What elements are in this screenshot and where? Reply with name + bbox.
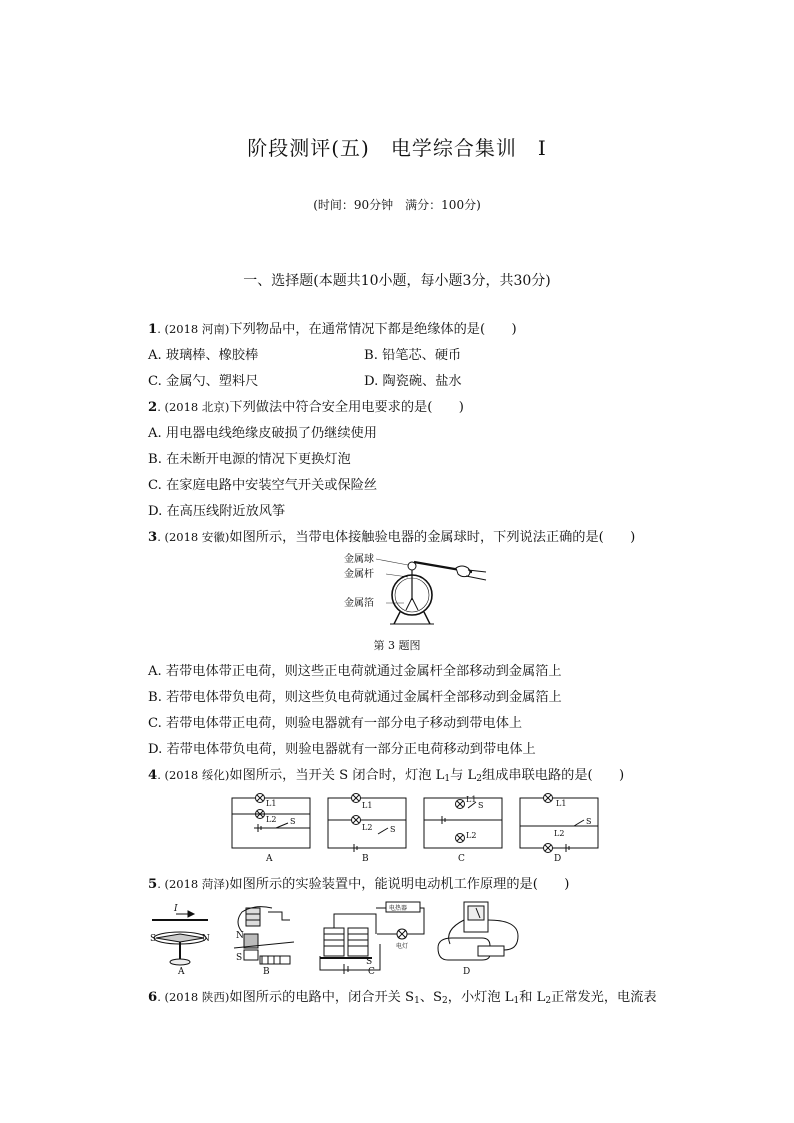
q2-option-d: D. 在高压线附近放风筝 <box>148 504 286 519</box>
option-label: D <box>463 967 471 977</box>
question-stem: 正常发光，电流表 <box>551 990 657 1005</box>
question-stem: 和 L <box>519 990 546 1005</box>
question-source: . (2018 河南) <box>157 322 230 336</box>
question-number: 5 <box>148 877 158 892</box>
lamp-label: L2 <box>554 829 565 838</box>
label-metal-rod: 金属杆 <box>344 569 374 580</box>
question-stem: 如图所示的电路中，闭合开关 S <box>229 990 415 1005</box>
section-heading: 一、选择题(本题共10小题，每小题3分，共30分) <box>243 273 551 289</box>
question-number: 4 <box>148 768 158 783</box>
question-number: 6 <box>148 990 158 1005</box>
question-stem: 与 L <box>450 768 477 783</box>
switch-label: S <box>586 817 592 826</box>
circuit-figures <box>228 792 608 864</box>
subscript: 2 <box>476 774 483 784</box>
q3-option-d: D. 若带电体带负电荷，则验电器就有一部分正电荷移动到带电体上 <box>148 742 536 757</box>
question-6 <box>148 986 657 1006</box>
subscript: 1 <box>414 996 420 1006</box>
lamp-label: L2 <box>266 815 277 824</box>
question-stem: 如图所示，当带电体接触验电器的金属球时，下列说法正确的是( ) <box>229 530 636 545</box>
option-label: D <box>554 854 562 864</box>
q2-option-a: A. 用电器电线绝缘皮破损了仍继续使用 <box>148 426 377 441</box>
question-source: . (2018 北京) <box>157 400 230 414</box>
question-number: 1 <box>148 322 158 337</box>
lamp-label: L2 <box>466 831 477 840</box>
subscript: 2 <box>442 996 448 1006</box>
current-label: I <box>174 904 178 914</box>
label-metal-ball: 金属球 <box>344 554 374 565</box>
question-stem: 、S <box>419 990 443 1005</box>
question-1 <box>148 318 517 337</box>
question-number: 2 <box>148 400 158 415</box>
pole-label: N <box>202 934 210 944</box>
lamp-label: L1 <box>266 799 277 808</box>
question-number: 3 <box>148 530 158 545</box>
q1-option-b: B. 铅笔芯、硬币 <box>364 348 462 363</box>
question-stem: 如图所示的实验装置中，能说明电动机工作原理的是( ) <box>229 877 570 892</box>
q1-option-a: A. 玻璃棒、橡胶棒 <box>148 348 259 363</box>
device-label: 电热器 <box>389 905 408 912</box>
pole-label: N <box>236 931 244 941</box>
question-source: . (2018 绥化) <box>157 768 230 782</box>
lamp-label: L1 <box>466 795 477 804</box>
q1-option-d: D. 陶瓷碗、盐水 <box>364 374 462 389</box>
option-label: A <box>178 967 185 977</box>
pole-label: S <box>236 953 243 963</box>
subscript: 1 <box>444 774 451 784</box>
question-source: . (2018 陕西) <box>157 990 230 1004</box>
question-stem: 如图所示，当开关 S 闭合时，灯泡 L <box>229 768 445 783</box>
lamp-label: L1 <box>556 799 567 808</box>
q3-option-b: B. 若带电体带负电荷，则这些负电荷就通过金属杆全部移动到金属箔上 <box>148 690 562 705</box>
question-2 <box>148 396 464 415</box>
q2-option-b: B. 在未断开电源的情况下更换灯泡 <box>148 452 351 467</box>
option-label: A <box>266 854 273 864</box>
q2-option-c: C. 在家庭电路中安装空气开关或保险丝 <box>148 478 378 493</box>
figure-caption: 第 3 题图 <box>373 639 421 652</box>
electroscope-figure <box>340 550 490 630</box>
question-source: . (2018 安徽) <box>157 530 230 544</box>
device-label: 电灯 <box>396 943 409 950</box>
subscript: 2 <box>545 996 552 1006</box>
label-metal-foil: 金属箔 <box>344 598 374 609</box>
q1-option-c: C. 金属勺、塑料尺 <box>148 374 259 389</box>
switch-label: S <box>290 817 296 826</box>
q3-option-c: C. 若带电体带正电荷，则验电器就有一部分电子移动到带电体上 <box>148 716 523 731</box>
question-stem: 下列物品中，在通常情况下都是绝缘体的是( ) <box>229 322 517 337</box>
question-source: . (2018 菏泽) <box>157 877 230 891</box>
subscript: 1 <box>513 996 520 1006</box>
lamp-label: L1 <box>362 801 373 810</box>
question-3 <box>148 526 635 545</box>
pole-label: S <box>150 934 157 944</box>
question-stem: 下列做法中符合安全用电要求的是( ) <box>229 400 464 415</box>
option-label: C <box>368 967 375 977</box>
option-label: B <box>362 854 369 864</box>
switch-label: S <box>390 825 396 834</box>
question-stem: ，小灯泡 L <box>447 990 514 1005</box>
question-5 <box>148 873 569 892</box>
exam-info: (时间：90分钟 满分：100分) <box>313 198 481 212</box>
pole-label: S <box>366 957 373 967</box>
apparatus-figures <box>148 898 528 976</box>
question-4 <box>148 764 624 784</box>
question-stem: 组成串联电路的是( ) <box>482 768 625 783</box>
option-label: B <box>263 967 270 977</box>
lamp-label: L2 <box>362 823 373 832</box>
page-title: 阶段测评(五) 电学综合集训 Ⅰ <box>247 136 547 160</box>
q3-option-a: A. 若带电体带正电荷，则这些正电荷就通过金属杆全部移动到金属箔上 <box>148 664 562 679</box>
option-label: C <box>458 854 465 864</box>
switch-label: S <box>478 801 484 810</box>
